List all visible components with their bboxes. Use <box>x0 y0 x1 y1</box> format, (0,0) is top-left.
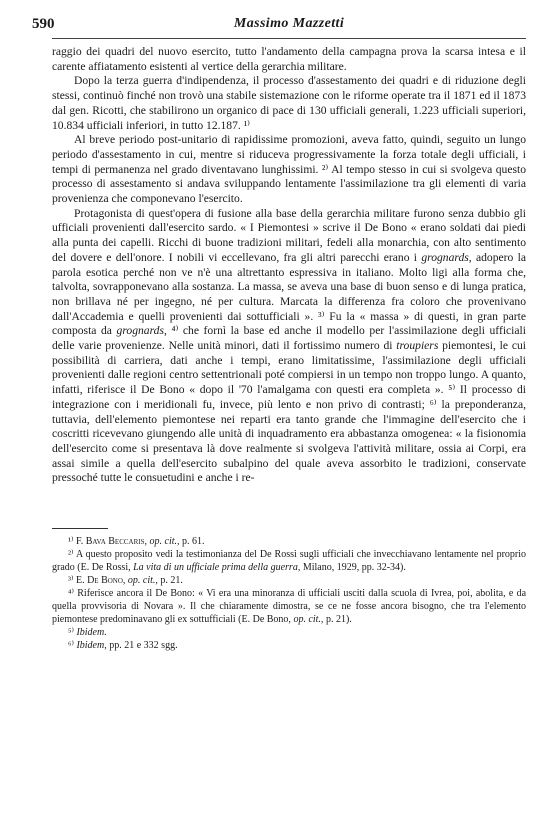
footnote-1: ¹⁾ F. Bava Beccaris, op. cit., p. 61. <box>68 536 205 548</box>
page-header <box>32 14 526 39</box>
footnote-6: ⁶⁾ Ibidem, pp. 21 e 332 sgg. <box>68 640 178 652</box>
paragraph-reforms: Dopo la terza guerra d'indipendenza, il processo d'assestamento dei quadri e di riduzione degli stessi, continuò finché non trovò una stabile sistemazione con le riforme operate tra il 1871 ed il 1873 dal gen. Ricotti, che stabilirono un organico di pace di 130 ufficiali generali, 1.223 ufficiali superiori, 10.834 ufficiali inferiori, in tutto 12.187. ¹⁾ <box>52 74 526 132</box>
paragraph-continuation: raggio dei quadri del nuovo esercito, tutto l'andamento della campagna prova la scarsa intesa e il carente affiatamento esistenti al vertice della gerarchia militare. <box>52 45 526 73</box>
italic-term: grognards <box>421 250 469 264</box>
body-text <box>52 45 526 486</box>
italic-term: troupiers <box>396 339 439 353</box>
footnote-4: ⁴⁾ Riferisce ancora il De Bono: « Vi era una minoranza di ufficiali usciti dalla scuola di Ivrea, poi, abolita, e da quella provvisoria di Novara ». Il che chiaramente dimostra, se ce ne fosse ancora bisogno, che tra l'elemento piemontese predominavano gli ex sottufficiali (E. De Bono, op. cit., p. 21). <box>52 588 527 626</box>
paragraph-fusion: Protagonista di quest'opera di fusione alla base della gerarchia militare furono senza dubbio gli ufficiali provenienti dall'esercito sardo. « I Piemontesi » scrive il De Bono « erano soldati dai piedi alla punta dei capelli. Ricchi di buone tradizioni militari, fedeli alla monarchia, con alto sentimento del dovere e dell'onore. I nobili vi eccellevano, fra gli altri parecchi erano i grognards, adopero la parola esotica perché non ve n'è una altrettanto espressiva in italiano. Molto ligi alla forma che, talvolta, sovrapponevano alla sostanza. La massa, se aveva una base di buon senso e di lunga pratica, non brillava né per ingegno, né per cultura. Marcata la differenza fra coloro che provenivano dall'Accademia e quelli provenienti dai sottufficiali ». ³⁾ Fu la « massa » di questi, in gran parte composta da grognards, ⁴⁾ che fornì la base ed anche il modello per l'assimilazione degli ufficiali delle varie provenienze. Nelle unità minori, dati il fortissimo numero di troupiers piemontesi, le cui possibilità di carriera, dati anche i tempi, erano limitatissime, l'assimilazione degli ufficiali provenienti dalle regioni centro settentrionali poté compiersi in un tempo non troppo lungo. A quanto, infatti, riferisce il De Bono « dopo il '70 l'amalgama con questi era completa ». ⁵⁾ Il processo di integrazione con i meridionali fu, invece, più lento e non privo di contrasti; ⁶⁾ la preponderanza, tuttavia, dell'elemento piemontese nei reparti era tanto grande che l'immagine dell'esercito che i coscritti ricevevano giungendo alle unità di inquadramento era abbastanza omogenea: « la fisionomia dell'esercito come si presentava là dove realmente si svolgeva l'attività militare, ossia ai Corpi, era assai simile a quella dell'esercito subalpino del quale aveva assorbito le tradizioni, conservate pressoché tutte le consuetudini e anche i re- <box>52 206 526 485</box>
footnote-2: ²⁾ A questo proposito vedi la testimonianza del De Rossi sugli ufficiali che invecchiavano lentamente nel proprio grado (E. De Rossi, La vita di un ufficiale prima della guerra, Milano, 1929, pp. 32-34). <box>52 549 527 574</box>
footnotes <box>52 535 526 652</box>
footnote-3: ³⁾ E. De Bono, op. cit., p. 21. <box>68 575 183 587</box>
footnote-divider <box>52 528 108 529</box>
footnote-5: ⁵⁾ Ibidem. <box>68 627 107 639</box>
running-title: Massimo Mazzetti <box>233 16 345 31</box>
italic-term: grognards <box>116 324 164 338</box>
page-number: 590 <box>32 16 55 32</box>
paragraph-promotions: Al breve periodo post-unitario di rapidissime promozioni, aveva fatto, quindi, seguito un lungo periodo d'assestamento in cui, mentre si riduceva progressivamente la forza totale degli ufficiali, i tempi di permanenza nel grado diventavano lunghissimi. ²⁾ Al tempo stesso in cui si svolgeva questo processo di assestamento si andava sviluppando lentamente l'assimilazione tra gli elementi di varia provenienza che componevano l'esercito. <box>52 133 526 206</box>
